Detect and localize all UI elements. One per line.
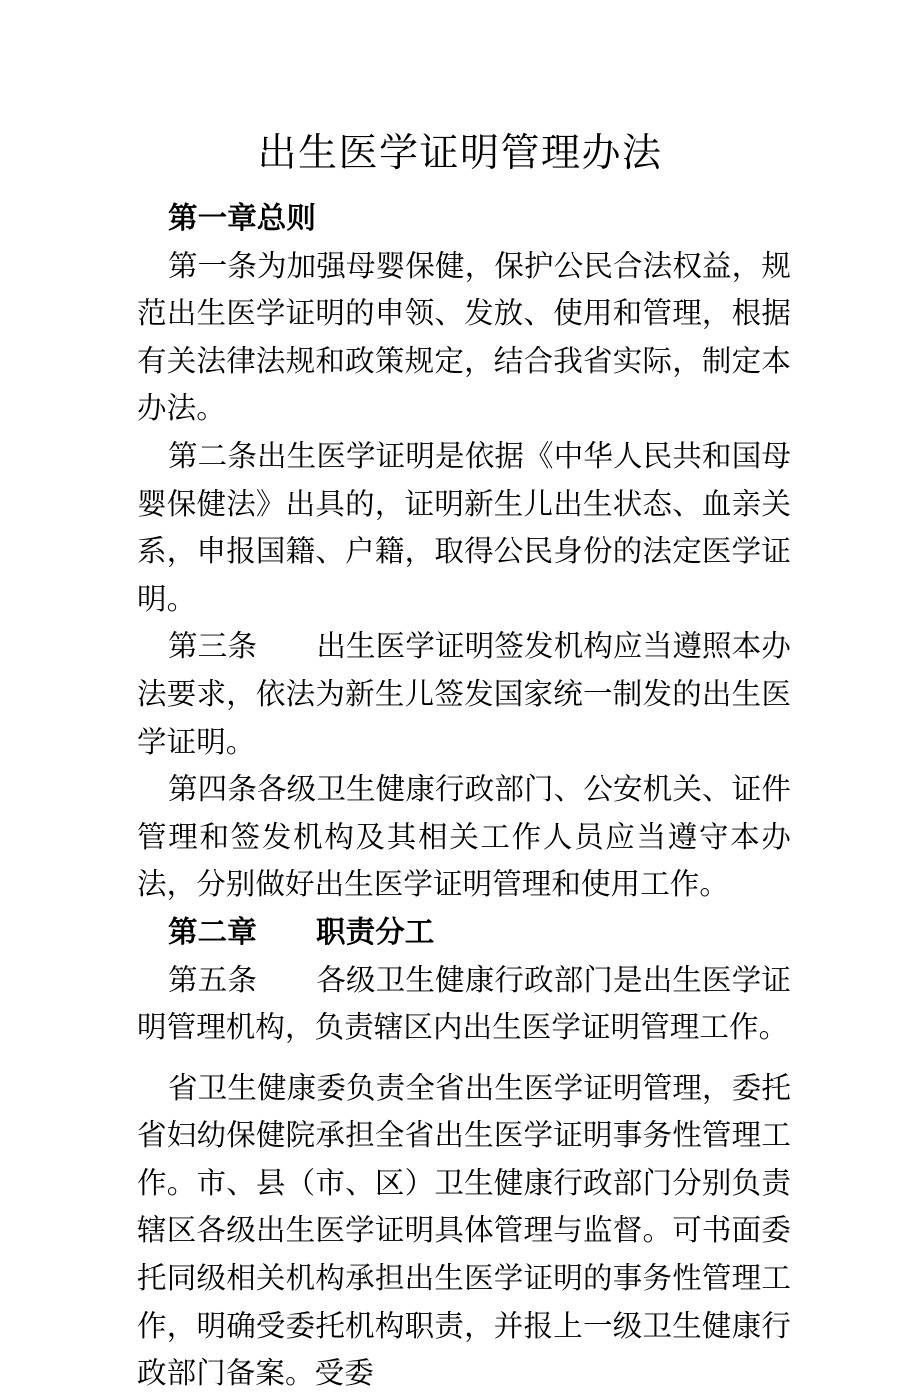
paragraph-gap	[137, 1053, 791, 1066]
article-3-paragraph: 第三条 出生医学证明签发机构应当遵照本办法要求，依法为新生儿签发国家统一制发的出生医学证明。	[137, 631, 791, 759]
article-1-paragraph: 第一条为加强母婴保健，保护公民合法权益，规范出生医学证明的申领、发放、使用和管理，根据有关法律法规和政策规定，结合我省实际，制定本办法。	[137, 250, 791, 426]
article-2-paragraph: 第二条出生医学证明是依据《中华人民共和国母婴保健法》出具的，证明新生儿出生状态、血亲关系，申报国籍、户籍，取得公民身份的法定医学证明。	[137, 440, 791, 616]
article-4-paragraph: 第四条各级卫生健康行政部门、公安机关、证件管理和签发机构及其相关工作人员应当遵守本办法，分别做好出生医学证明管理和使用工作。	[137, 774, 791, 902]
document-body	[137, 196, 791, 1399]
chapter-2-heading: 第二章 职责分工	[168, 916, 435, 949]
article-5-continued-paragraph: 省卫生健康委负责全省出生医学证明管理，委托省妇幼保健院承担全省出生医学证明事务性管理工作。市、县（市、区）卫生健康行政部门分别负责辖区各级出生医学证明具体管理与监督。可书面委托同级相关机构承担出生医学证明的事务性管理工作，明确受委托机构职责，并报上一级卫生健康行政部门备案。受委	[137, 1072, 791, 1391]
chapter-1-heading: 第一章总则	[168, 203, 317, 235]
article-5-paragraph: 第五条 各级卫生健康行政部门是出生医学证明管理机构，负责辖区内出生医学证明管理工作。	[137, 964, 791, 1045]
page-title: 出生医学证明管理办法	[257, 132, 663, 176]
